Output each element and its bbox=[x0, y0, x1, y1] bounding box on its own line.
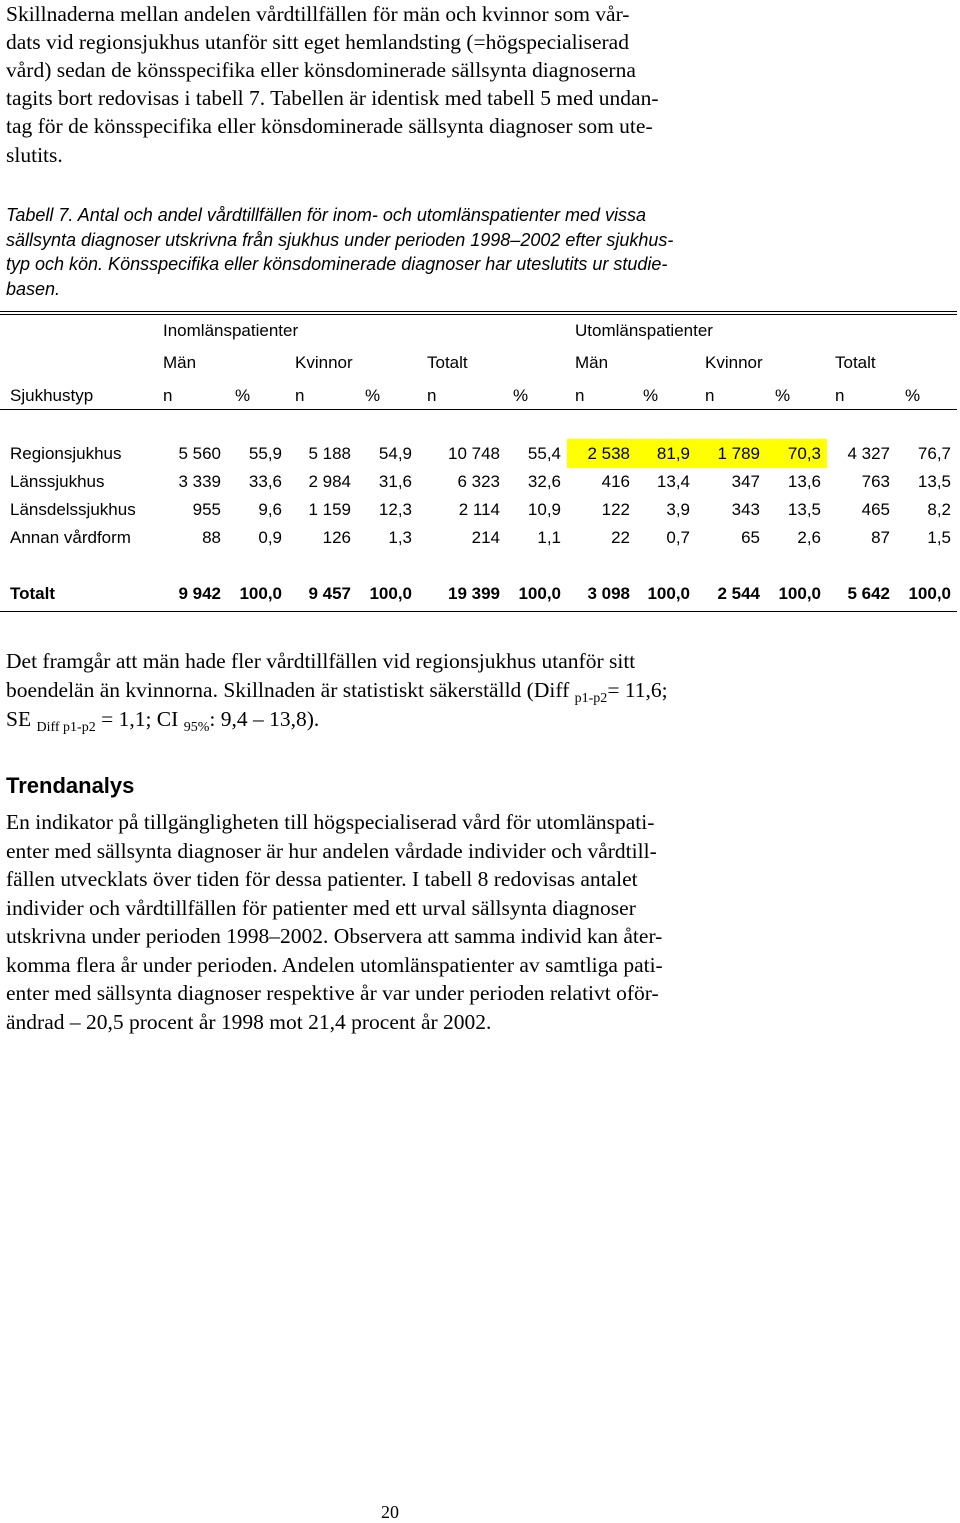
intro-line: tag för de könsspecifika eller könsdominerade sällsynta diagnoser som ute- bbox=[6, 114, 653, 138]
col-header: n bbox=[427, 386, 437, 405]
row-label: Länssjukhus bbox=[10, 472, 105, 491]
intro-line: tagits bort redovisas i tabell 7. Tabellen är identisk med tabell 5 med undan- bbox=[6, 86, 659, 110]
table-cell: 10,9 bbox=[527, 500, 561, 519]
result-text: : 9,4 – 13,8). bbox=[209, 707, 320, 731]
table-cell: 1 789 bbox=[717, 444, 760, 463]
table-cell: 31,6 bbox=[378, 472, 412, 491]
page-number: 20 bbox=[381, 1502, 399, 1522]
trend-line: En indikator på tillgängligheten till högspecialiserad vård för utomlänspati- bbox=[6, 810, 655, 834]
table-cell: 13,5 bbox=[917, 472, 951, 491]
intro-line: vård) sedan de könsspecifika eller könsdominerade sällsynta diagnoserna bbox=[6, 58, 636, 82]
sub-header: Män bbox=[163, 353, 197, 372]
table-cell: 1,5 bbox=[927, 528, 951, 547]
table-cell: 126 bbox=[322, 528, 351, 547]
table-cell: 87 bbox=[871, 528, 890, 547]
table-cell: 214 bbox=[471, 528, 500, 547]
table-cell: 0,9 bbox=[258, 528, 282, 547]
sub-header: Män bbox=[575, 353, 609, 372]
table-cell: 3,9 bbox=[666, 500, 690, 519]
table-cell: 3 339 bbox=[178, 472, 221, 491]
table-cell: 10 748 bbox=[448, 444, 500, 463]
result-text: SE bbox=[6, 707, 37, 731]
col-header: % bbox=[775, 386, 791, 405]
row-label: Länsdelssjukhus bbox=[10, 500, 136, 519]
caption-line: sällsynta diagnoser utskrivna från sjukhus under perioden 1998–2002 efter sjukhus- bbox=[6, 230, 674, 250]
col-header: % bbox=[643, 386, 659, 405]
total-cell: 19 399 bbox=[448, 584, 500, 603]
table-cell: 122 bbox=[601, 500, 630, 519]
table-cell: 6 323 bbox=[457, 472, 500, 491]
trend-line: komma flera år under perioden. Andelen utomlänspatienter av samtliga pati- bbox=[6, 953, 663, 977]
trend-line: ändrad – 20,5 procent år 1998 mot 21,4 procent år 2002. bbox=[6, 1010, 492, 1034]
table-cell: 2,6 bbox=[797, 528, 821, 547]
col-header: n bbox=[163, 386, 173, 405]
group-header-inom: Inomlänspatienter bbox=[163, 321, 299, 340]
table-cell: 2 984 bbox=[308, 472, 351, 491]
table-cell: 76,7 bbox=[917, 444, 951, 463]
table-cell: 13,4 bbox=[656, 472, 690, 491]
table-cell: 465 bbox=[861, 500, 890, 519]
total-row-label: Totalt bbox=[10, 584, 56, 603]
table-cell: 33,6 bbox=[248, 472, 282, 491]
result-line bbox=[6, 705, 319, 738]
table-cell: 1 159 bbox=[308, 500, 351, 519]
intro-line: slutits. bbox=[6, 143, 63, 167]
subscript: 95% bbox=[183, 720, 210, 735]
table-cell: 4 327 bbox=[847, 444, 890, 463]
table-header-rule bbox=[0, 409, 957, 410]
table-cell: 55,4 bbox=[527, 444, 561, 463]
trend-line: enter med sällsynta diagnoser respektive år var under perioden relativt oför- bbox=[6, 981, 659, 1005]
table-cell: 13,5 bbox=[787, 500, 821, 519]
table-cell: 12,3 bbox=[378, 500, 412, 519]
col-header: % bbox=[235, 386, 251, 405]
result-line bbox=[6, 676, 668, 709]
table-cell: 54,9 bbox=[378, 444, 412, 463]
sub-header: Kvinnor bbox=[295, 353, 353, 372]
trend-line: fällen utvecklats över tiden för dessa patienter. I tabell 8 redovisas antalet bbox=[6, 867, 638, 891]
total-cell: 9 457 bbox=[308, 584, 351, 603]
result-text: = 1,1; CI bbox=[95, 707, 184, 731]
table-cell: 22 bbox=[611, 528, 630, 547]
table-cell: 81,9 bbox=[656, 444, 690, 463]
row-label-header: Sjukhustyp bbox=[10, 386, 94, 405]
table-cell: 955 bbox=[192, 500, 221, 519]
total-cell: 100,0 bbox=[239, 584, 282, 603]
caption-line: Tabell 7. Antal och andel vårdtillfällen för inom- och utomlänspatienter med vissa bbox=[6, 205, 647, 225]
col-header: % bbox=[365, 386, 381, 405]
table-cell: 13,6 bbox=[787, 472, 821, 491]
sub-header: Totalt bbox=[427, 353, 468, 372]
intro-line: Skillnaderna mellan andelen vårdtillfällen för män och kvinnor som vår- bbox=[6, 2, 630, 26]
total-cell: 3 098 bbox=[587, 584, 630, 603]
intro-line: dats vid regionsjukhus utanför sitt eget hemlandsting (=högspecialiserad bbox=[6, 30, 629, 54]
table-cell: 9,6 bbox=[258, 500, 282, 519]
table-cell: 65 bbox=[741, 528, 760, 547]
trend-line: utskrivna under perioden 1998–2002. Observera att samma individ kan åter- bbox=[6, 924, 663, 948]
total-cell: 2 544 bbox=[717, 584, 760, 603]
total-cell: 100,0 bbox=[518, 584, 561, 603]
table-cell: 5 560 bbox=[178, 444, 221, 463]
result-line: Det framgår att män hade fler vårdtillfällen vid regionsjukhus utanför sitt bbox=[6, 649, 636, 673]
total-cell: 9 942 bbox=[178, 584, 221, 603]
table-cell: 343 bbox=[731, 500, 760, 519]
sub-header: Totalt bbox=[835, 353, 876, 372]
table-cell: 0,7 bbox=[666, 528, 690, 547]
col-header: % bbox=[905, 386, 921, 405]
table-cell: 88 bbox=[202, 528, 221, 547]
table-cell: 2 114 bbox=[458, 500, 500, 519]
row-label: Regionsjukhus bbox=[10, 444, 122, 463]
table-cell: 2 538 bbox=[587, 444, 630, 463]
caption-line: typ och kön. Könsspecifika eller könsdominerade diagnoser har uteslutits ur studie- bbox=[6, 254, 668, 274]
table-cell: 55,9 bbox=[248, 444, 282, 463]
table-cell: 1,3 bbox=[388, 528, 412, 547]
table-cell: 416 bbox=[601, 472, 630, 491]
table-cell: 5 188 bbox=[308, 444, 351, 463]
subscript: Diff p1-p2 bbox=[36, 720, 96, 735]
section-heading: Trendanalys bbox=[6, 773, 135, 798]
table-cell: 70,3 bbox=[787, 444, 821, 463]
col-header: n bbox=[835, 386, 845, 405]
col-header: n bbox=[295, 386, 305, 405]
trend-line: enter med sällsynta diagnoser är hur andelen vårdade individer och vårdtill- bbox=[6, 839, 657, 863]
table-cell: 347 bbox=[731, 472, 760, 491]
col-header: % bbox=[513, 386, 529, 405]
trend-line: individer och vårdtillfällen för patienter med ett urval sällsynta diagnoser bbox=[6, 896, 636, 920]
total-cell: 100,0 bbox=[647, 584, 690, 603]
result-text: boendelän än kvinnorna. Skillnaden är statistiskt säkerställd (Diff bbox=[6, 678, 575, 702]
table-top-rule bbox=[0, 311, 957, 315]
table-cell: 32,6 bbox=[527, 472, 561, 491]
total-cell: 100,0 bbox=[369, 584, 412, 603]
result-text: = 11,6; bbox=[607, 678, 668, 702]
caption-line: basen. bbox=[6, 279, 61, 299]
col-header: n bbox=[575, 386, 585, 405]
table-cell: 8,2 bbox=[927, 500, 951, 519]
table-cell: 763 bbox=[861, 472, 890, 491]
table-cell: 1,1 bbox=[537, 528, 561, 547]
row-label: Annan vårdform bbox=[10, 528, 131, 547]
group-header-utom: Utomlänspatienter bbox=[575, 321, 713, 340]
subscript: p1-p2 bbox=[574, 691, 608, 706]
total-cell: 100,0 bbox=[908, 584, 951, 603]
col-header: n bbox=[705, 386, 715, 405]
total-cell: 5 642 bbox=[847, 584, 890, 603]
sub-header: Kvinnor bbox=[705, 353, 763, 372]
table-bottom-rule bbox=[0, 611, 957, 612]
total-cell: 100,0 bbox=[778, 584, 821, 603]
